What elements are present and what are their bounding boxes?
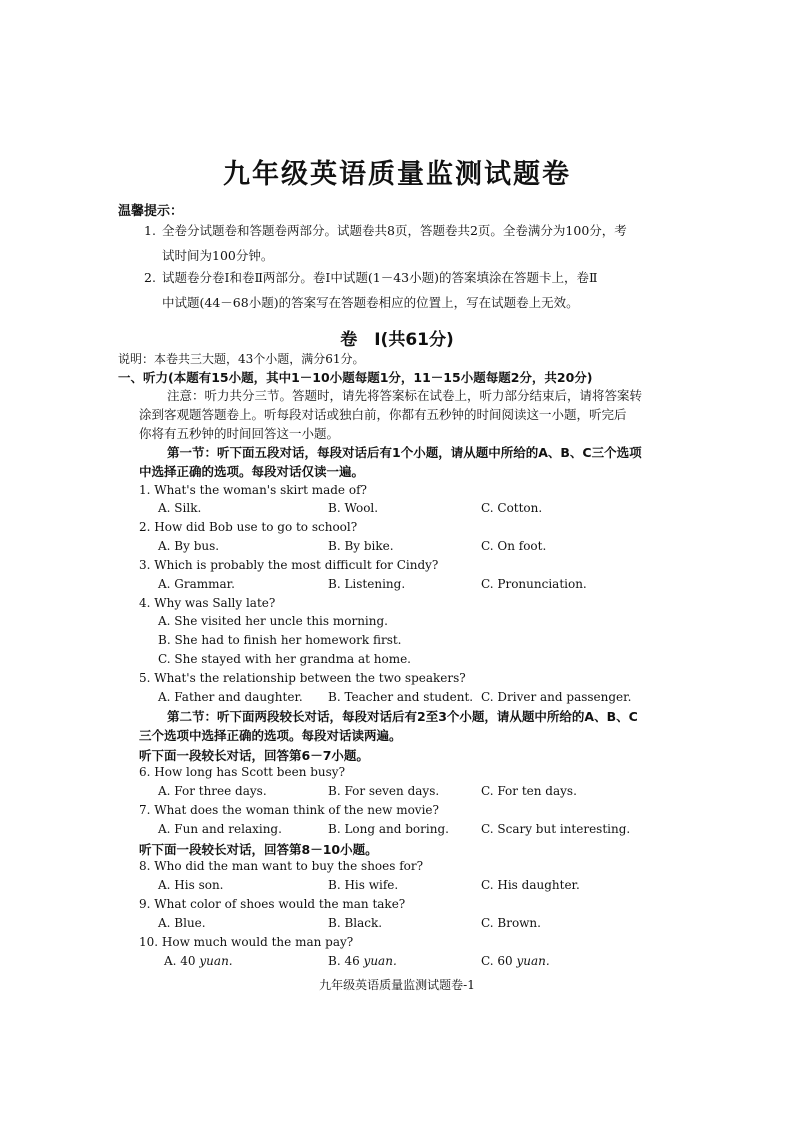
option-c: C. For ten days.	[481, 784, 577, 798]
option-c: C. Brown.	[481, 916, 541, 930]
option-c	[481, 954, 550, 968]
part-two-instructions	[139, 707, 684, 745]
part-one-instructions	[139, 443, 684, 481]
currency-unit: yuan.	[363, 954, 397, 968]
option-a: A. By bus.	[158, 539, 220, 553]
question-stem: 4. Why was Sally late?	[139, 596, 276, 610]
option-a: A. Blue.	[158, 916, 206, 930]
question-stem: 5. What's the relationship between the two speakers?	[139, 671, 466, 685]
volume-title: 卷 Ⅰ(共61分)	[340, 330, 454, 350]
dialogue-instruction: 听下面一段较长对话，回答第8－10小题。	[139, 842, 378, 857]
tip-item-2	[144, 265, 684, 315]
part-line: 第一节：听下面五段对话，每段对话后有1个小题，请从题中所给的A、B、C三个选项	[167, 445, 642, 460]
option-c: C. Scary but interesting.	[481, 822, 631, 836]
tip-number: 2.	[144, 270, 156, 285]
option-a: A. Father and daughter.	[158, 690, 303, 704]
tip-text: 全卷分试题卷和答题卷两部分。试题卷共8页，答题卷共2页。全卷满分为100分，考	[162, 223, 627, 238]
option-b: B. She had to finish her homework first.	[158, 633, 402, 647]
question-stem: 9. What color of shoes would the man take?	[139, 897, 406, 911]
part-line: 第二节：听下面两段较长对话，每段对话后有2至3个小题，请从题中所给的A、B、C	[167, 709, 638, 724]
option-b: B. His wife.	[328, 878, 399, 892]
question-stem: 2. How did Bob use to go to school?	[139, 520, 358, 534]
option-b: B. Black.	[328, 916, 383, 930]
option-a: A. His son.	[158, 878, 224, 892]
tips-heading: 温馨提示：	[118, 204, 184, 219]
option-a: A. She visited her uncle this morning.	[158, 614, 388, 628]
option-value: B. 46	[328, 954, 360, 968]
question-stem: 10. How much would the man pay?	[139, 935, 354, 949]
volume-note: 说明：本卷共三大题，43个小题，满分61分。	[118, 352, 365, 366]
option-a: A. Silk.	[158, 501, 202, 515]
option-b: B. Wool.	[328, 501, 379, 515]
option-c: C. She stayed with her grandma at home.	[158, 652, 411, 666]
question-stem: 7. What does the woman think of the new movie?	[139, 803, 439, 817]
option-b: B. By bike.	[328, 539, 394, 553]
currency-unit: yuan.	[516, 954, 550, 968]
option-b	[328, 954, 397, 968]
option-a	[164, 954, 233, 968]
part-line: 三个选项中选择正确的选项。每段对话读两遍。	[139, 728, 402, 743]
page-footer: 九年级英语质量监测试题卷-1	[319, 978, 475, 992]
option-a: A. Fun and relaxing.	[158, 822, 282, 836]
question-stem: 6. How long has Scott been busy?	[139, 765, 346, 779]
notice-line: 涂到客观题答题卷上。听每段对话或独白前，你都有五秒钟的时间阅读这一小题，听完后	[139, 407, 627, 422]
question-stem: 8. Who did the man want to buy the shoes for?	[139, 859, 424, 873]
tip-text: 试题卷分卷Ⅰ和卷Ⅱ两部分。卷Ⅰ中试题(1－43小题)的答案填涂在答题卡上，卷Ⅱ	[162, 270, 598, 285]
option-c: C. Cotton.	[481, 501, 543, 515]
listening-notice	[139, 386, 679, 443]
option-c: C. His daughter.	[481, 878, 580, 892]
currency-unit: yuan.	[199, 954, 233, 968]
notice-line: 注意：听力共分三节。答题时，请先将答案标在试卷上，听力部分结束后，请将答案转	[167, 388, 643, 403]
option-c: C. Pronunciation.	[481, 577, 587, 591]
section-heading: 一、听力(本题有15小题，其中1－10小题每题1分，11－15小题每题2分，共20分)	[118, 370, 593, 385]
tip-text: 试时间为100分钟。	[162, 248, 274, 263]
option-b: B. Long and boring.	[328, 822, 449, 836]
option-c: C. Driver and passenger.	[481, 690, 632, 704]
option-value: A. 40	[164, 954, 196, 968]
option-b: B. Listening.	[328, 577, 406, 591]
option-a: A. For three days.	[158, 784, 267, 798]
tip-item-1	[144, 218, 684, 268]
option-value: C. 60	[481, 954, 513, 968]
dialogue-instruction: 听下面一段较长对话，回答第6－7小题。	[139, 748, 369, 763]
option-a: A. Grammar.	[158, 577, 235, 591]
part-line: 中选择正确的选项。每段对话仅读一遍。	[139, 464, 365, 479]
tip-number: 1.	[144, 223, 156, 238]
option-b: B. For seven days.	[328, 784, 440, 798]
notice-line: 你将有五秒钟的时间回答这一小题。	[139, 426, 340, 441]
question-stem: 1. What's the woman's skirt made of?	[139, 483, 367, 497]
tip-text: 中试题(44－68小题)的答案写在答题卷相应的位置上，写在试题卷上无效。	[162, 295, 579, 310]
option-c: C. On foot.	[481, 539, 547, 553]
option-b: B. Teacher and student.	[328, 690, 474, 704]
question-stem: 3. Which is probably the most difficult for Cindy?	[139, 558, 439, 572]
page-title: 九年级英语质量监测试题卷	[223, 159, 571, 190]
